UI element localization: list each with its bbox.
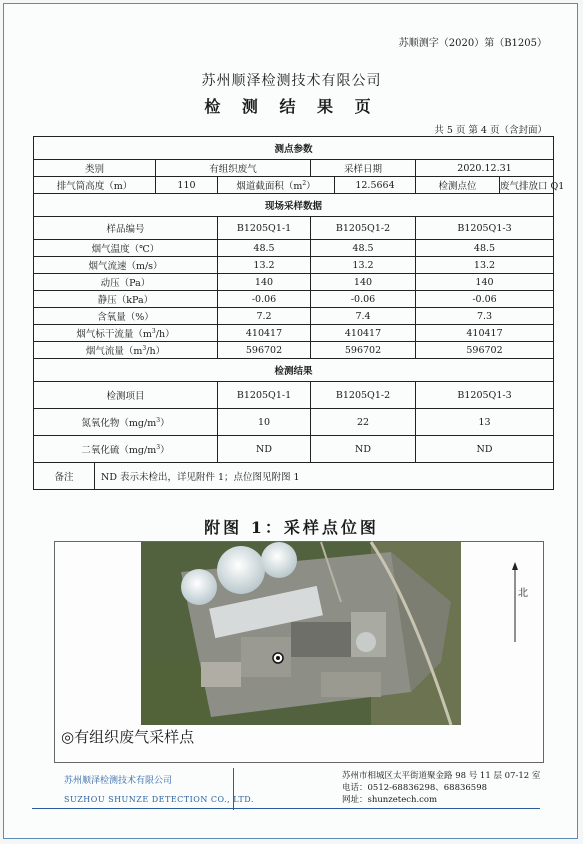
table-row: 动压（Pa） 140 140 140 bbox=[34, 274, 554, 291]
table-row: 氮氧化物$(mg/m^3)$ 10 22 13 bbox=[34, 409, 554, 436]
sample-no-label: 样品编号 bbox=[34, 217, 218, 240]
figure-title: 附图 1：采样点位图 bbox=[204, 518, 379, 537]
results-table: 测点参数 类别 有组织废气 采样日期 2020.12.31 排气筒高度（m） 110 烟道截面积$(m^2)$ 12.5664 检测点位 废气排放口 Q1 现场采样数据 样品编号 B1205Q1-1 B1205Q1-2 B1205Q1-3 烟气温度（℃） 48.5 48.5 48.5 烟气流速（m/s） 13.2 13.2 13.2 动压（Pa） 140 140 140 静压（kPa） -0.06 -0.06 -0.06 含氧量（%） 7.2 7.4 7.3 烟气标干流量$(m^3/h)$ 410417 410417 410417 烟气流量$(m^3/h)$ 596702 596702 596702 检测结果 检测项目 B1205Q1-1 B1205Q1-2 B1205Q1-3 氮氧化物$(mg/m^3)$ 10 22 13 二氧化硫$(mg/m^3)$ ND ND ND 备注 ND 表示未检出，详见附件 1；点位图见附图 1 bbox=[33, 136, 554, 490]
point-label: 检测点位 bbox=[416, 177, 500, 194]
point-value: 废气排放口 Q1 bbox=[500, 177, 554, 194]
section-measure-point: 测点参数 bbox=[34, 137, 554, 160]
table-row: 静压（kPa） -0.06 -0.06 -0.06 bbox=[34, 291, 554, 308]
footer-contact bbox=[342, 770, 540, 806]
stack-height-label: 排气筒高度（m） bbox=[34, 177, 156, 194]
sample-id: B1205Q1-1 bbox=[218, 217, 311, 240]
satellite-image bbox=[141, 542, 461, 725]
footer-rule bbox=[32, 808, 540, 809]
category-value: 有组织废气 bbox=[156, 160, 311, 177]
north-label: 北 bbox=[518, 588, 528, 599]
footer-company-cn: 苏州顺泽检测技术有限公司 bbox=[64, 776, 173, 786]
table-row: 烟气温度（℃） 48.5 48.5 48.5 bbox=[34, 240, 554, 257]
section-field-data: 现场采样数据 bbox=[34, 194, 554, 217]
table-row: 含氧量（%） 7.2 7.4 7.3 bbox=[34, 308, 554, 325]
stack-height-value: 110 bbox=[156, 177, 218, 194]
sample-id: B1205Q1-3 bbox=[416, 217, 554, 240]
north-arrow-icon bbox=[511, 562, 531, 642]
document-number: 苏顺测字（2020）第（B1205） bbox=[398, 38, 547, 49]
figure-legend: ◎有组织废气采样点 bbox=[61, 728, 195, 746]
item-label: 检测项目 bbox=[34, 382, 218, 409]
page-title: 检 测 结 果 页 bbox=[204, 97, 379, 116]
sampling-date-value: 2020.12.31 bbox=[416, 160, 554, 177]
footer-company-en: SUZHOU SHUNZE DETECTION CO., LTD. bbox=[64, 795, 254, 804]
footer-phone: 电话：0512-68836298、68836598 bbox=[342, 783, 488, 793]
sampling-date-label: 采样日期 bbox=[311, 160, 416, 177]
company-name: 苏州顺泽检测技术有限公司 bbox=[201, 73, 382, 89]
remark-text: ND 表示未检出，详见附件 1；点位图见附图 1 bbox=[95, 463, 554, 490]
footer-website: 网址：shunzetech.com bbox=[342, 795, 438, 805]
table-row: 二氧化硫$(mg/m^3)$ ND ND ND bbox=[34, 436, 554, 463]
figure-box bbox=[54, 541, 544, 763]
table-row: 烟气流速（m/s） 13.2 13.2 13.2 bbox=[34, 257, 554, 274]
flue-area-value: 12.5664 bbox=[335, 177, 416, 194]
table-row: 烟气标干流量$(m^3/h)$ 410417 410417 410417 bbox=[34, 325, 554, 342]
footer-address: 苏州市相城区太平街道聚金路 98 号 11 层 07-12 室 bbox=[342, 771, 541, 781]
category-label: 类别 bbox=[34, 160, 156, 177]
flue-area-label: 烟道截面积$(m^2)$ bbox=[218, 177, 335, 194]
sample-id: B1205Q1-2 bbox=[311, 217, 416, 240]
page-info: 共 5 页 第 4 页（含封面） bbox=[434, 125, 547, 136]
remark-label: 备注 bbox=[34, 463, 95, 490]
section-results: 检测结果 bbox=[34, 359, 554, 382]
table-row: 烟气流量$(m^3/h)$ 596702 596702 596702 bbox=[34, 342, 554, 359]
